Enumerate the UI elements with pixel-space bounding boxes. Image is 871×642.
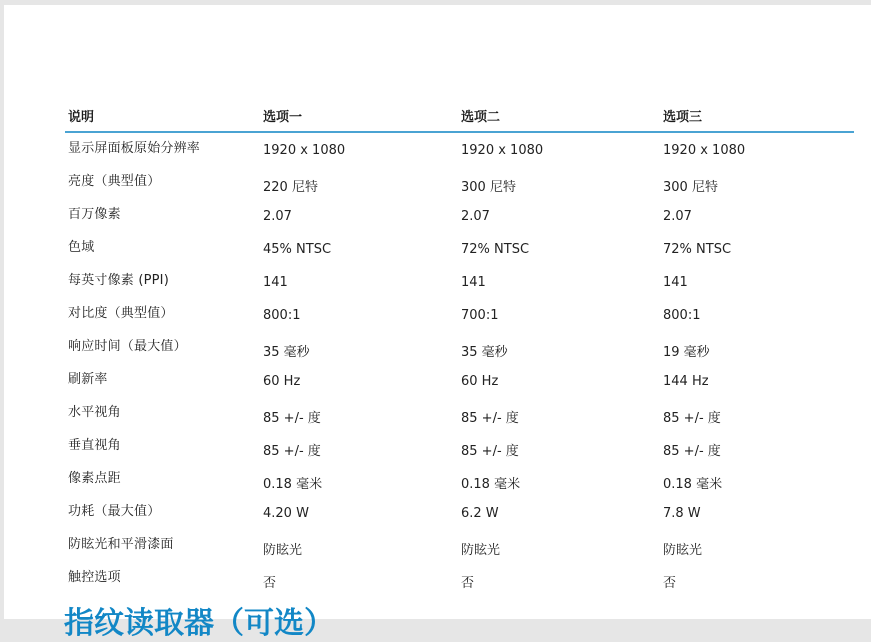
- cell-value: 35 毫秒: [263, 345, 310, 360]
- table-row: [65, 232, 854, 265]
- column-header-option-2: 选项二: [458, 105, 660, 132]
- section-heading-fingerprint-reader: 指纹读取器（可选）: [64, 606, 334, 641]
- row-label: 像素点距: [68, 471, 121, 486]
- row-label: 水平视角: [68, 405, 121, 420]
- table-row: [65, 430, 854, 463]
- row-label: 防眩光和平滑漆面: [68, 537, 174, 552]
- row-label: 响应时间（最大值）: [68, 339, 187, 354]
- cell-value: 144 Hz: [663, 374, 709, 389]
- cell-value: 800:1: [263, 308, 301, 323]
- cell-value: 85 +/- 度: [663, 411, 721, 426]
- cell-value: 否: [663, 576, 677, 591]
- row-label: 刷新率: [68, 372, 108, 387]
- cell-value: 85 +/- 度: [461, 411, 519, 426]
- cell-value: 1920 x 1080: [263, 143, 346, 158]
- cell-value: 2.07: [461, 209, 490, 224]
- row-label: 百万像素: [68, 207, 121, 222]
- row-label: 色域: [68, 240, 95, 255]
- cell-value: 141: [663, 275, 688, 290]
- table-header-row: [65, 105, 854, 132]
- table-row: [65, 529, 854, 562]
- cell-value: 141: [263, 275, 288, 290]
- table-row: [65, 132, 854, 166]
- cell-value: 72% NTSC: [663, 242, 732, 257]
- cell-value: 60 Hz: [461, 374, 499, 389]
- table-row: [65, 364, 854, 397]
- table-row: [65, 298, 854, 331]
- row-label: 每英寸像素 (PPI): [68, 273, 169, 288]
- cell-value: 141: [461, 275, 486, 290]
- cell-value: 1920 x 1080: [461, 143, 544, 158]
- cell-value: 19 毫秒: [663, 345, 710, 360]
- cell-value: 6.2 W: [461, 506, 499, 521]
- cell-value: 2.07: [663, 209, 692, 224]
- row-label: 功耗（最大值）: [68, 504, 161, 519]
- table-row: [65, 496, 854, 529]
- cell-value: 防眩光: [263, 543, 303, 558]
- cell-value: 85 +/- 度: [263, 444, 321, 459]
- cell-value: 0.18 毫米: [663, 477, 723, 492]
- row-label: 显示屏面板原始分辨率: [68, 141, 201, 156]
- cell-value: 85 +/- 度: [461, 444, 519, 459]
- cell-value: 60 Hz: [263, 374, 301, 389]
- cell-value: 0.18 毫米: [461, 477, 521, 492]
- cell-value: 45% NTSC: [263, 242, 332, 257]
- table-row: [65, 265, 854, 298]
- display-spec-table: [65, 105, 854, 595]
- table-row: [65, 463, 854, 496]
- row-label: 亮度（典型值）: [68, 174, 161, 189]
- row-label: 垂直视角: [68, 438, 121, 453]
- cell-value: 300 尼特: [461, 180, 516, 195]
- column-header-description: 说明: [65, 105, 260, 132]
- cell-value: 0.18 毫米: [263, 477, 323, 492]
- cell-value: 700:1: [461, 308, 499, 323]
- cell-value: 1920 x 1080: [663, 143, 746, 158]
- cell-value: 7.8 W: [663, 506, 701, 521]
- cell-value: 否: [461, 576, 475, 591]
- cell-value: 防眩光: [461, 543, 501, 558]
- table-row: [65, 199, 854, 232]
- column-header-option-3: 选项三: [660, 105, 854, 132]
- row-label: 触控选项: [68, 570, 121, 585]
- cell-value: 35 毫秒: [461, 345, 508, 360]
- cell-value: 否: [263, 576, 277, 591]
- document-page: [4, 5, 871, 641]
- cell-value: 85 +/- 度: [663, 444, 721, 459]
- cell-value: 300 尼特: [663, 180, 718, 195]
- table-row: [65, 397, 854, 430]
- cell-value: 85 +/- 度: [263, 411, 321, 426]
- cell-value: 800:1: [663, 308, 701, 323]
- cell-value: 2.07: [263, 209, 292, 224]
- table-row: [65, 166, 854, 199]
- column-header-option-1: 选项一: [260, 105, 458, 132]
- cell-value: 防眩光: [663, 543, 703, 558]
- row-label: 对比度（典型值）: [68, 306, 174, 321]
- cell-value: 4.20 W: [263, 506, 309, 521]
- table-row: [65, 331, 854, 364]
- cell-value: 220 尼特: [263, 180, 318, 195]
- table-row: [65, 562, 854, 595]
- cell-value: 72% NTSC: [461, 242, 530, 257]
